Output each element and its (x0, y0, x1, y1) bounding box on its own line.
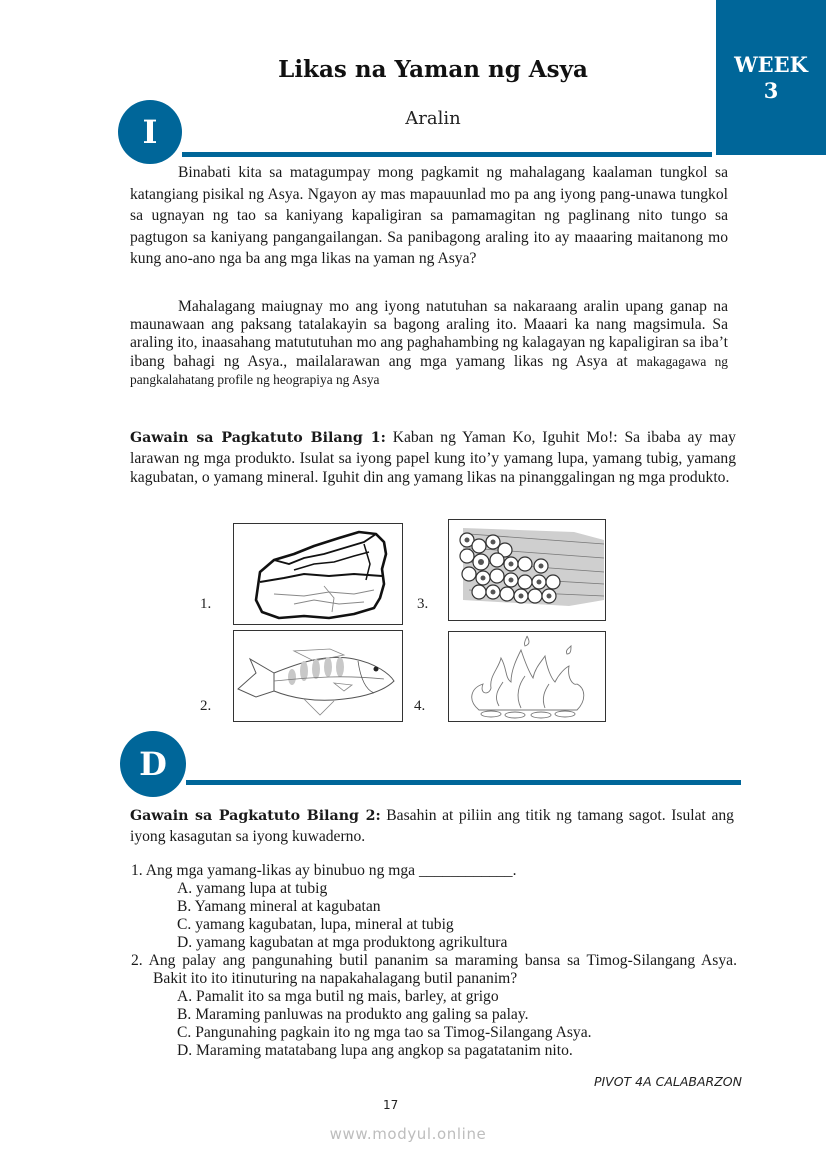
watermark: www.modyul.online (329, 1125, 487, 1143)
rock-icon (234, 524, 403, 625)
section-i-badge (118, 100, 182, 164)
question-2 (131, 952, 737, 1061)
question-2-stem: 2. Ang palay ang pangunahing butil pananim sa maraming bansa sa Timog-Silangang Asya. Bakit ito ito itinuturing na napakahalagang butil pananim? (131, 952, 737, 988)
intro-paragraph-2-main: Mahalagang maiugnay mo ang iyong natutuhan sa nakaraang aralin upang ganap na maunawaan ang paksang tatalakayin sa bagong araling ito. Maaari ka nang magsimula. Sa araling ito, inaasahang matututuhan mo ang paghahambing ng kalagayan ng kapaligiran sa iba’t ibang bahagi ng Asya., mailalarawan ang mga yamang likas ng Asya at (130, 298, 728, 370)
image-number-4: 4. (414, 698, 426, 714)
image-number-1: 1. (200, 596, 212, 612)
page-title: Likas na Yaman ng Asya (278, 56, 588, 83)
question-1 (131, 862, 737, 952)
activity-1-instructions (130, 428, 736, 488)
image-rock (233, 523, 403, 625)
activity-2-heading: Gawain sa Pagkatuto Bilang 2: (130, 808, 381, 824)
image-fire (448, 631, 606, 722)
logs-icon (449, 520, 606, 621)
section-i-divider (182, 152, 712, 157)
question-2-option-d: D. Maraming matatabang lupa ang angkop sa pagatatanim nito. (177, 1042, 573, 1060)
activity-1-heading: Gawain sa Pagkatuto Bilang 1: (130, 430, 386, 446)
image-fish (233, 630, 403, 722)
week-label: WEEK (734, 52, 808, 77)
activity-1-text: Kaban ng Yaman Ko, Iguhit Mo!: Sa ibaba ay may larawan ng mga produkto. Isulat sa iyong papel kung ito’y yamang lupa, yamang tubig, yamang kagubatan, o yamang mineral. Iguhit din ang yamang likas na pinanggalingan ng mga produkto. (130, 429, 736, 486)
section-d-divider (186, 780, 741, 785)
question-2-option-a: A. Pamalit ito sa mga butil ng mais, barley, at grigo (177, 988, 499, 1006)
image-number-3: 3. (417, 596, 429, 612)
intro-paragraph-2-small: makagagawa ng pangkalahatang profile ng heograpiya ng Asya (130, 353, 728, 387)
question-2-option-c: C. Pangunahing pagkain ito ng mga tao sa Timog-Silangang Asya. (177, 1024, 592, 1042)
image-logs (448, 519, 606, 621)
footer-tag: PIVOT 4A CALABARZON (593, 1074, 742, 1089)
fire-icon (449, 632, 606, 722)
section-subtitle: Aralin (405, 108, 461, 129)
activity-2-instructions (130, 806, 734, 846)
section-i-letter: I (142, 113, 158, 151)
intro-paragraph-2 (130, 298, 728, 389)
fish-icon (234, 631, 403, 722)
section-d-badge (120, 731, 186, 797)
question-1-option-b: B. Yamang mineral at kagubatan (177, 898, 381, 916)
question-1-option-d: D. yamang kagubatan at mga produktong agrikultura (177, 934, 508, 952)
question-1-option-c: C. yamang kagubatan, lupa, mineral at tubig (177, 916, 454, 934)
intro-paragraph-1: Binabati kita sa matagumpay mong pagkamit ng mahalagang kaalaman tungkol sa katangiang pisikal ng Asya. Ngayon ay mas mapauunlad mo pa ang iyong pang-unawa tungkol sa ugnayan ng tao sa kaniyang kapaligiran sa pamamagitan ng paglinang nito tungo sa pagtugon sa kaniyang pangangailangan. Sa panibagong araling ito ay maaaring maitanong mo kung ano-ano nga ba ang mga likas na yaman ng Asya? (130, 164, 728, 268)
question-2-option-b: B. Maraming panluwas na produkto ang galing sa palay. (177, 1006, 529, 1024)
activity-2-text: Basahin at piliin ang titik ng tamang sagot. Isulat ang iyong kasagutan sa iyong kuwaderno. (130, 807, 734, 845)
section-d-letter: D (139, 745, 167, 783)
image-number-2: 2. (200, 698, 212, 714)
question-1-stem: 1. Ang mga yamang-likas ay binubuo ng mga ____________. (131, 862, 517, 879)
page-number: 17 (383, 1098, 399, 1112)
week-number: 3 (763, 78, 779, 103)
question-1-option-a: A. yamang lupa at tubig (177, 880, 328, 898)
